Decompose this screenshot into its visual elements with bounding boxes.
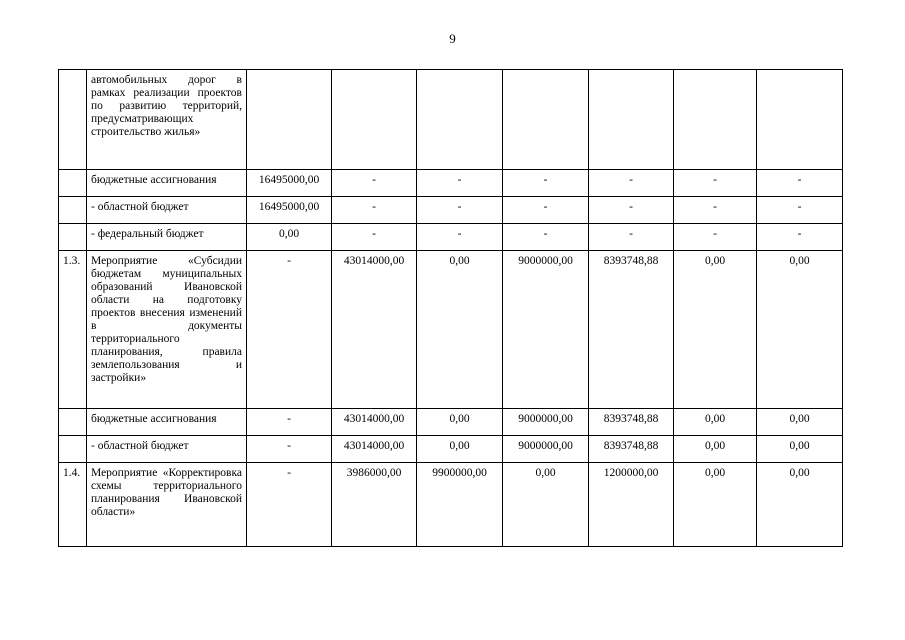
row-name: - областной бюджет xyxy=(87,436,247,463)
cell-value: - xyxy=(503,197,589,224)
cell-value: - xyxy=(674,224,757,251)
row-number xyxy=(59,170,87,197)
cell-value: 3986000,00 xyxy=(332,463,417,547)
table-row xyxy=(59,409,843,436)
cell-value: 16495000,00 xyxy=(247,170,332,197)
cell-value: 0,00 xyxy=(674,463,757,547)
table-row xyxy=(59,224,843,251)
cell-value: 0,00 xyxy=(674,251,757,409)
cell-value: 0,00 xyxy=(757,409,843,436)
row-name: бюджетные ассигнования xyxy=(87,409,247,436)
cell-value: 0,00 xyxy=(757,463,843,547)
table-row xyxy=(59,197,843,224)
table-row xyxy=(59,70,843,170)
cell-value: - xyxy=(417,170,503,197)
cell-value: - xyxy=(417,197,503,224)
cell-value: 9900000,00 xyxy=(417,463,503,547)
cell-value: 0,00 xyxy=(417,251,503,409)
cell-value: - xyxy=(674,170,757,197)
table-row xyxy=(59,463,843,547)
cell-value: 16495000,00 xyxy=(247,197,332,224)
row-number xyxy=(59,70,87,170)
cell-value: 43014000,00 xyxy=(332,436,417,463)
cell-value: - xyxy=(589,197,674,224)
cell-value: - xyxy=(247,409,332,436)
cell-value: - xyxy=(332,197,417,224)
cell-value: 0,00 xyxy=(247,224,332,251)
cell-value: - xyxy=(503,170,589,197)
cell-value xyxy=(417,70,503,170)
row-name: бюджетные ассигнования xyxy=(87,170,247,197)
cell-value xyxy=(674,70,757,170)
cell-value: 9000000,00 xyxy=(503,409,589,436)
page-number: 9 xyxy=(449,31,456,46)
cell-value: 0,00 xyxy=(674,436,757,463)
cell-value: 1200000,00 xyxy=(589,463,674,547)
cell-value: - xyxy=(757,197,843,224)
cell-value: 8393748,88 xyxy=(589,436,674,463)
budget-table xyxy=(58,69,843,547)
cell-value: 0,00 xyxy=(757,436,843,463)
cell-value: - xyxy=(589,170,674,197)
cell-value: 43014000,00 xyxy=(332,409,417,436)
cell-value: - xyxy=(332,224,417,251)
cell-value: 43014000,00 xyxy=(332,251,417,409)
row-name: Мероприятие «Субсидии бюджетам муниципальных образований Ивановской области на подготовку проектов внесения изменений в документы территориального планирования, правила землепользования и застройки» xyxy=(87,251,247,409)
cell-value: 9000000,00 xyxy=(503,436,589,463)
cell-value: 9000000,00 xyxy=(503,251,589,409)
cell-value xyxy=(589,70,674,170)
row-number xyxy=(59,197,87,224)
cell-value: - xyxy=(332,170,417,197)
table-row xyxy=(59,251,843,409)
cell-value: 0,00 xyxy=(417,409,503,436)
cell-value: - xyxy=(589,224,674,251)
row-number xyxy=(59,224,87,251)
cell-value: 0,00 xyxy=(417,436,503,463)
cell-value: - xyxy=(247,436,332,463)
cell-value: - xyxy=(674,197,757,224)
cell-value: - xyxy=(757,224,843,251)
cell-value: - xyxy=(247,251,332,409)
cell-value xyxy=(247,70,332,170)
cell-value: - xyxy=(247,463,332,547)
cell-value: - xyxy=(503,224,589,251)
cell-value: - xyxy=(757,170,843,197)
cell-value: 0,00 xyxy=(503,463,589,547)
table-row xyxy=(59,436,843,463)
cell-value: 8393748,88 xyxy=(589,251,674,409)
row-number xyxy=(59,436,87,463)
cell-value: 8393748,88 xyxy=(589,409,674,436)
row-number xyxy=(59,409,87,436)
cell-value: 0,00 xyxy=(757,251,843,409)
cell-value xyxy=(503,70,589,170)
row-number: 1.3. xyxy=(59,251,87,409)
row-name: - областной бюджет xyxy=(87,197,247,224)
table-row xyxy=(59,170,843,197)
row-number: 1.4. xyxy=(59,463,87,547)
cell-value: - xyxy=(417,224,503,251)
row-name: - федеральный бюджет xyxy=(87,224,247,251)
cell-value xyxy=(332,70,417,170)
cell-value: 0,00 xyxy=(674,409,757,436)
row-name: автомобильных дорог в рамках реализации проектов по развитию территорий, предусматривающих строительство жилья» xyxy=(87,70,247,170)
cell-value xyxy=(757,70,843,170)
row-name: Мероприятие «Корректировка схемы территориального планирования Ивановской области» xyxy=(87,463,247,547)
